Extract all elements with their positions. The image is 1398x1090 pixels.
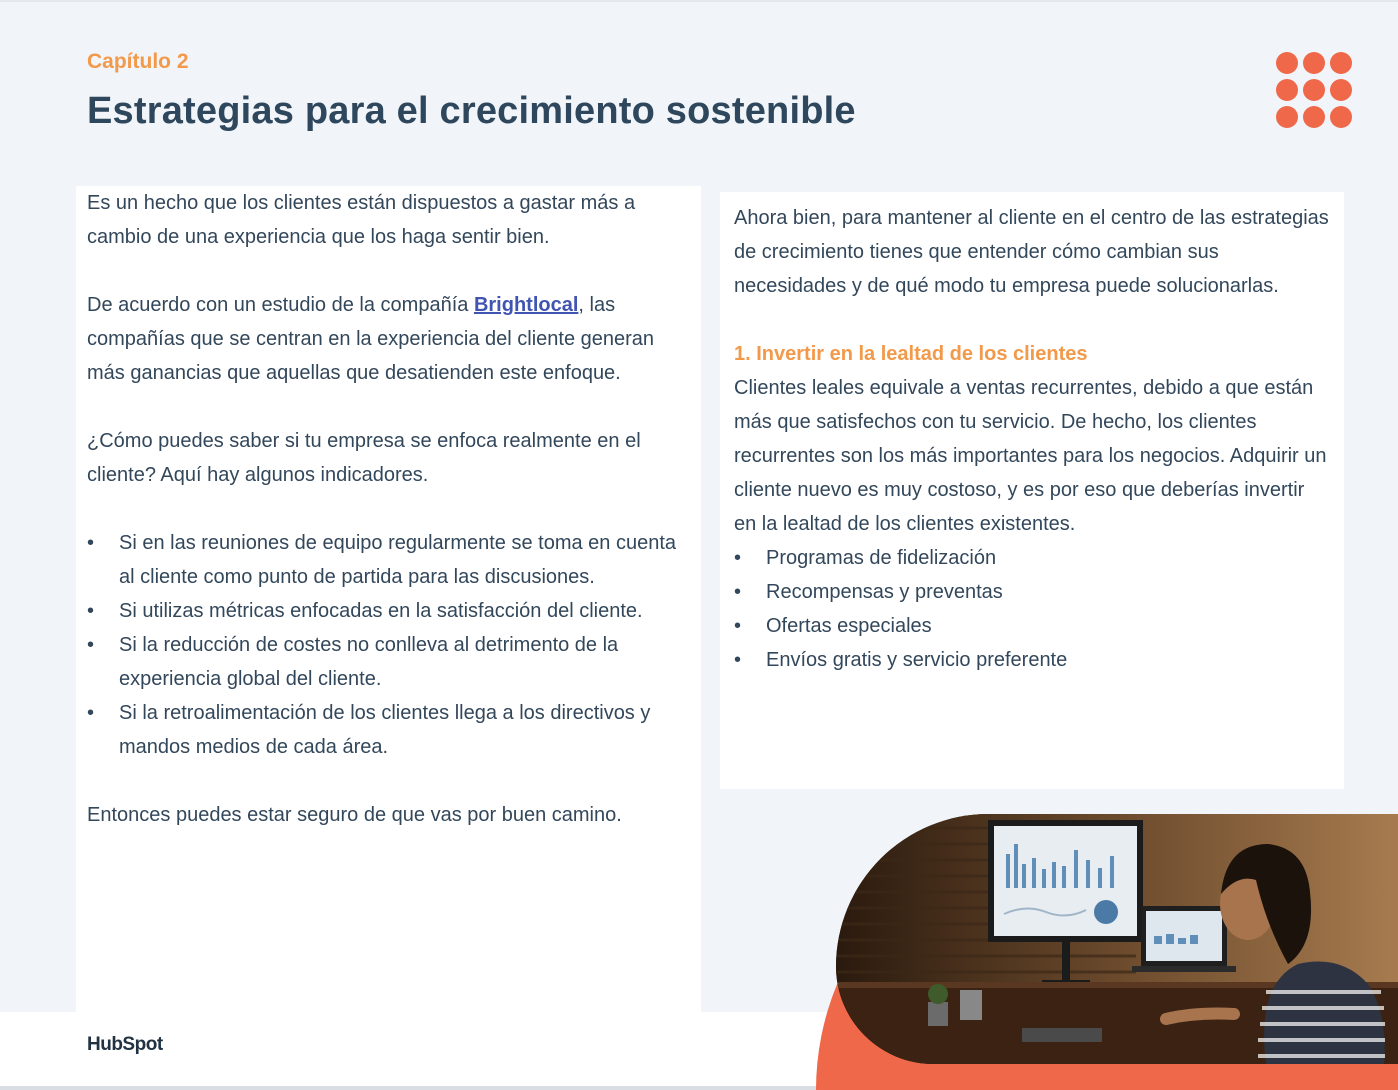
top-rule [0, 0, 1398, 2]
list-item: • Envíos gratis y servicio preferente [734, 643, 1330, 677]
list-item: • Si en las reuniones de equipo regularmente se toma en cuenta al cliente como punto de partida para las discusiones. [87, 526, 689, 594]
dot [1330, 52, 1352, 74]
section-heading: 1. Invertir en la lealtad de los clientes [734, 343, 1088, 365]
page-title: Estrategias para el crecimiento sostenible [87, 90, 856, 132]
paragraph-study [87, 288, 689, 390]
dot [1276, 52, 1298, 74]
paragraph-study-tail: , las compañías que se centran en la experiencia del cliente generan más ganancias que aquellas que desatienden este enfoque. [87, 294, 655, 384]
paragraph-loyalty: Clientes leales equivale a ventas recurrentes, debido a que están más que satisfechos con tu servicio. De hecho, los clientes recurrentes son los más importantes para los negocios. Adquirir un cliente nuevo es muy costoso, y es por eso que deberías invertir en la lealtad de los clientes existentes. [734, 377, 1327, 535]
woman-at-desk-with-monitors-photo [836, 814, 1398, 1064]
hubspot-logo: HubSpot [87, 1034, 163, 1055]
list-item: • Programas de fidelización [734, 541, 1330, 575]
paragraph-study-lead: De acuerdo con un estudio de la compañía [87, 294, 474, 316]
paragraph-intro: Es un hecho que los clientes están dispuestos a gastar más a cambio de una experiencia que los haga sentir bien. [87, 192, 636, 248]
chapter-label: Capítulo 2 [87, 50, 189, 73]
paragraph-conclusion: Entonces puedes estar seguro de que vas por buen camino. [87, 804, 622, 826]
list-item: • Si la retroalimentación de los clientes llega a los directivos y mandos medios de cada área. [87, 696, 689, 764]
photo-container [816, 814, 1398, 1090]
list-item: • Si la reducción de costes no conlleva al detrimento de la experiencia global del cliente. [87, 628, 689, 696]
dot [1330, 106, 1352, 128]
list-item: • Ofertas especiales [734, 609, 1330, 643]
paragraph-strategy: Ahora bien, para mantener al cliente en el centro de las estrategias de crecimiento tienes que entender cómo cambian sus necesidades y de qué modo tu empresa puede solucionarlas. [734, 207, 1329, 297]
dot [1276, 106, 1298, 128]
dot-grid-icon [1276, 52, 1356, 132]
dot [1303, 106, 1325, 128]
dot [1330, 79, 1352, 101]
list-item: • Recompensas y preventas [734, 575, 1330, 609]
brightlocal-link[interactable]: Brightlocal [473, 294, 579, 316]
left-column [76, 186, 701, 1012]
photo-illustration [836, 814, 1398, 1064]
loyalty-list [734, 541, 1330, 677]
dot [1276, 79, 1298, 101]
list-item: • Si utilizas métricas enfocadas en la satisfacción del cliente. [87, 594, 689, 628]
dot [1303, 79, 1325, 101]
right-column [720, 192, 1344, 789]
paragraph-question: ¿Cómo puedes saber si tu empresa se enfoca realmente en el cliente? Aquí hay algunos indicadores. [87, 430, 641, 486]
loyalty-section [734, 337, 1330, 541]
dot [1303, 52, 1325, 74]
indicators-list [87, 526, 689, 764]
